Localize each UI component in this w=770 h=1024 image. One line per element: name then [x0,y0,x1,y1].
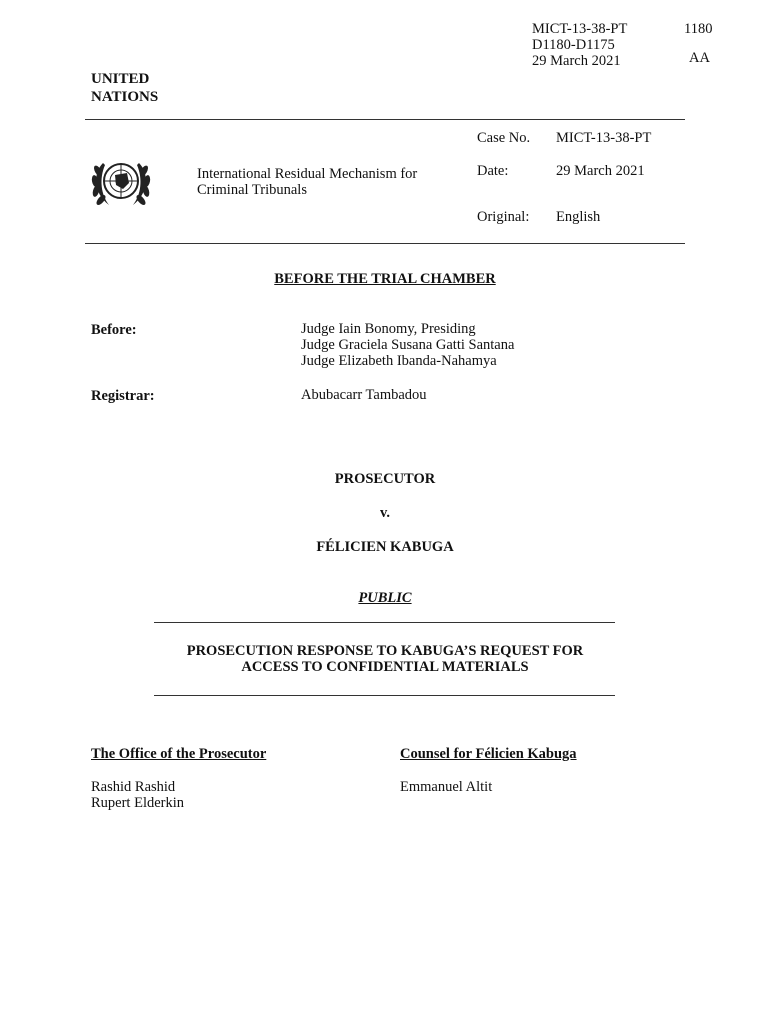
title-rule-bottom [154,695,615,696]
judge-name: Judge Elizabeth Ibanda-Nahamya [301,353,497,369]
date-value: 29 March 2021 [556,163,645,179]
document-title-line2: ACCESS TO CONFIDENTIAL MATERIALS [241,659,529,675]
defence-heading: Counsel for Félicien Kabuga [400,746,577,762]
judge-name: Judge Graciela Susana Gatti Santana [301,337,515,353]
registrar-name: Abubacarr Tambadou [301,387,427,403]
document-reference [532,21,627,69]
case-no-value: MICT-13-38-PT [556,130,652,146]
reference-date: 29 March 2021 [532,53,621,69]
reference-page-range: D1180-D1175 [532,37,615,53]
mechanism-name-line2: Criminal Tribunals [197,182,307,198]
org-name [91,70,158,106]
org-name-line1: UNITED [91,71,150,87]
registrar-label: Registrar: [91,388,155,404]
prosecution-name: Rupert Elderkin [91,795,185,811]
case-no-label: Case No. [477,130,531,146]
party-prosecutor: PROSECUTOR [334,471,436,487]
title-rule-top [154,622,615,623]
defence-name: Emmanuel Altit [400,779,493,795]
judges-list [301,321,514,369]
judge-name: Judge Iain Bonomy, Presiding [301,321,476,337]
date-label: Date: [477,163,509,179]
document-title [0,643,770,675]
versus: v. [379,505,391,521]
prosecution-names [91,779,184,811]
mechanism-name-line1: International Residual Mechanism for [197,166,418,182]
before-label: Before: [91,322,137,338]
org-name-line2: NATIONS [91,89,159,105]
header-rule-top [85,119,685,120]
party-accused: FÉLICIEN KABUGA [316,539,454,555]
chamber-heading: BEFORE THE TRIAL CHAMBER [274,271,496,287]
defence-names [400,779,492,795]
reference-case-number: MICT-13-38-PT [532,21,628,37]
filing-code: AA [689,50,710,66]
prosecution-name: Rashid Rashid [91,779,176,795]
original-value: English [556,209,601,225]
mechanism-name [197,166,417,198]
document-title-line1: PROSECUTION RESPONSE TO KABUGA’S REQUEST FOR [186,643,584,659]
prosecution-heading: The Office of the Prosecutor [91,746,267,762]
page-number: 1180 [684,21,713,37]
classification: PUBLIC [358,590,412,606]
header-rule-bottom [85,243,685,244]
un-emblem-icon [89,155,153,211]
original-label: Original: [477,209,530,225]
